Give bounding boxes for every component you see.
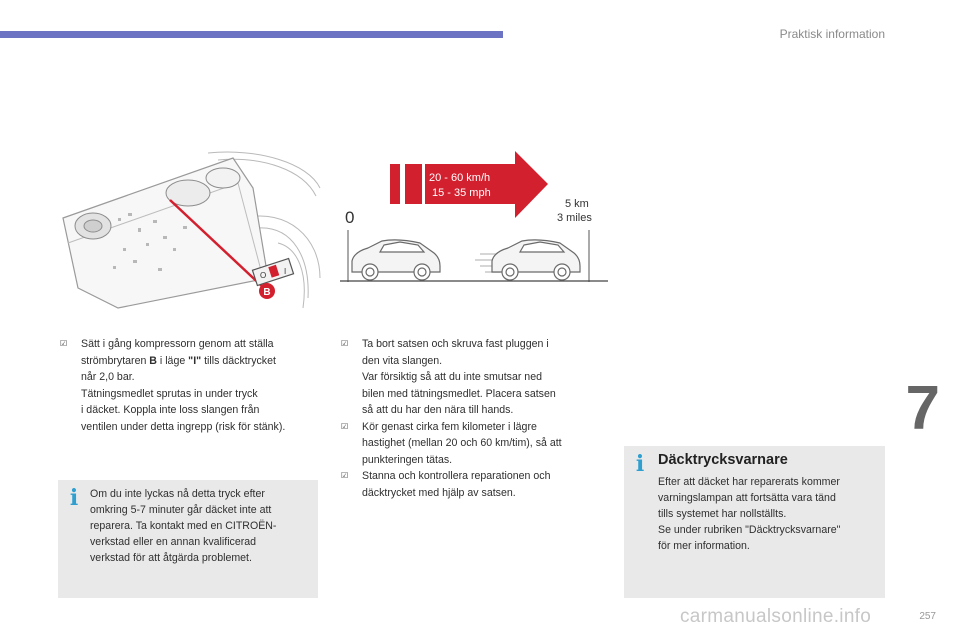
instruction-item-check-repair: ☑ Stanna och kontrollera reparationen och däcktrycket med hjälp av satsen.: [341, 470, 551, 499]
distance-km-label: 5 km: [565, 198, 589, 210]
watermark: carmanualsonline.info: [680, 606, 872, 627]
info-icon: i: [635, 451, 645, 477]
callout-letter: B: [263, 287, 271, 298]
info-icon: i: [69, 485, 79, 511]
chapter-number: 7: [905, 374, 940, 443]
info-box-text: Om du inte lyckas nå detta tryck efter omkring 5-7 minuter går däcket inte att reparera. Ta kontakt med en CITROËN- verkstad eller en annan kvalificerad verkstad för att åtgärda problemet.: [90, 488, 277, 564]
speed-mph-label: 15 - 35 mph: [432, 187, 491, 199]
start-label: 0: [345, 208, 355, 227]
checkbox-bullet-icon: ☑: [341, 339, 349, 348]
info-box-pressure-warning: [58, 480, 318, 598]
section-title: Praktisk information: [779, 27, 885, 41]
speed-kmh-label: 20 - 60 km/h: [429, 172, 491, 184]
switch-label-off: O: [260, 271, 267, 280]
car-start-icon: [352, 240, 440, 280]
checkbox-bullet-icon: ☑: [341, 471, 349, 480]
compressor-kit-illustration: [58, 148, 322, 313]
checkbox-bullet-icon: ☑: [341, 421, 349, 431]
switch-reference: B: [149, 354, 157, 367]
switch-label-on: I: [284, 267, 287, 276]
instruction-item-remove-kit: ☑ Ta bort satsen och skruva fast pluggen i den vita slangen. Var försiktig så att du inte smutsar ned bilen med tätningsmedlet. Placera satsen så att du har den nära till hands.: [341, 338, 556, 416]
instruction-item-start-compressor: ☑ Sätt i gång kompressorn genom att ställa strömbrytaren B i läge "I" tills däcktrycket når 2,0 bar. Tätningsmedlet sprutas in under tryck i däcket. Koppla inte loss slangen från ventilen under detta ingrepp (risk för stänk).: [60, 338, 286, 433]
drive-distance-diagram: [340, 148, 608, 288]
header-accent-bar: [0, 31, 503, 38]
instruction-column-middle: [341, 336, 606, 501]
info-box-title: Däcktrycksvarnare: [658, 452, 788, 468]
instruction-column-left: [60, 336, 328, 435]
page-number: 257: [919, 611, 936, 622]
info-box-tyre-pressure-monitor: [624, 446, 885, 598]
car-moving-icon: [492, 240, 580, 280]
info-box-text: Efter att däcket har reparerats kommer varningslampan att fortsätta vara tänd tills systemet har nollställts. Se under rubriken "Däcktrycksvarnare" för mer information.: [658, 476, 841, 552]
distance-miles-label: 3 miles: [557, 212, 592, 224]
position-reference: "I": [188, 354, 202, 367]
instruction-item-drive: ☑ Kör genast cirka fem kilometer i lägre hastighet (mellan 20 och 60 km/tim), så att punkteringen tätas.: [341, 420, 562, 466]
checkbox-bullet-icon: ☑: [60, 339, 68, 348]
